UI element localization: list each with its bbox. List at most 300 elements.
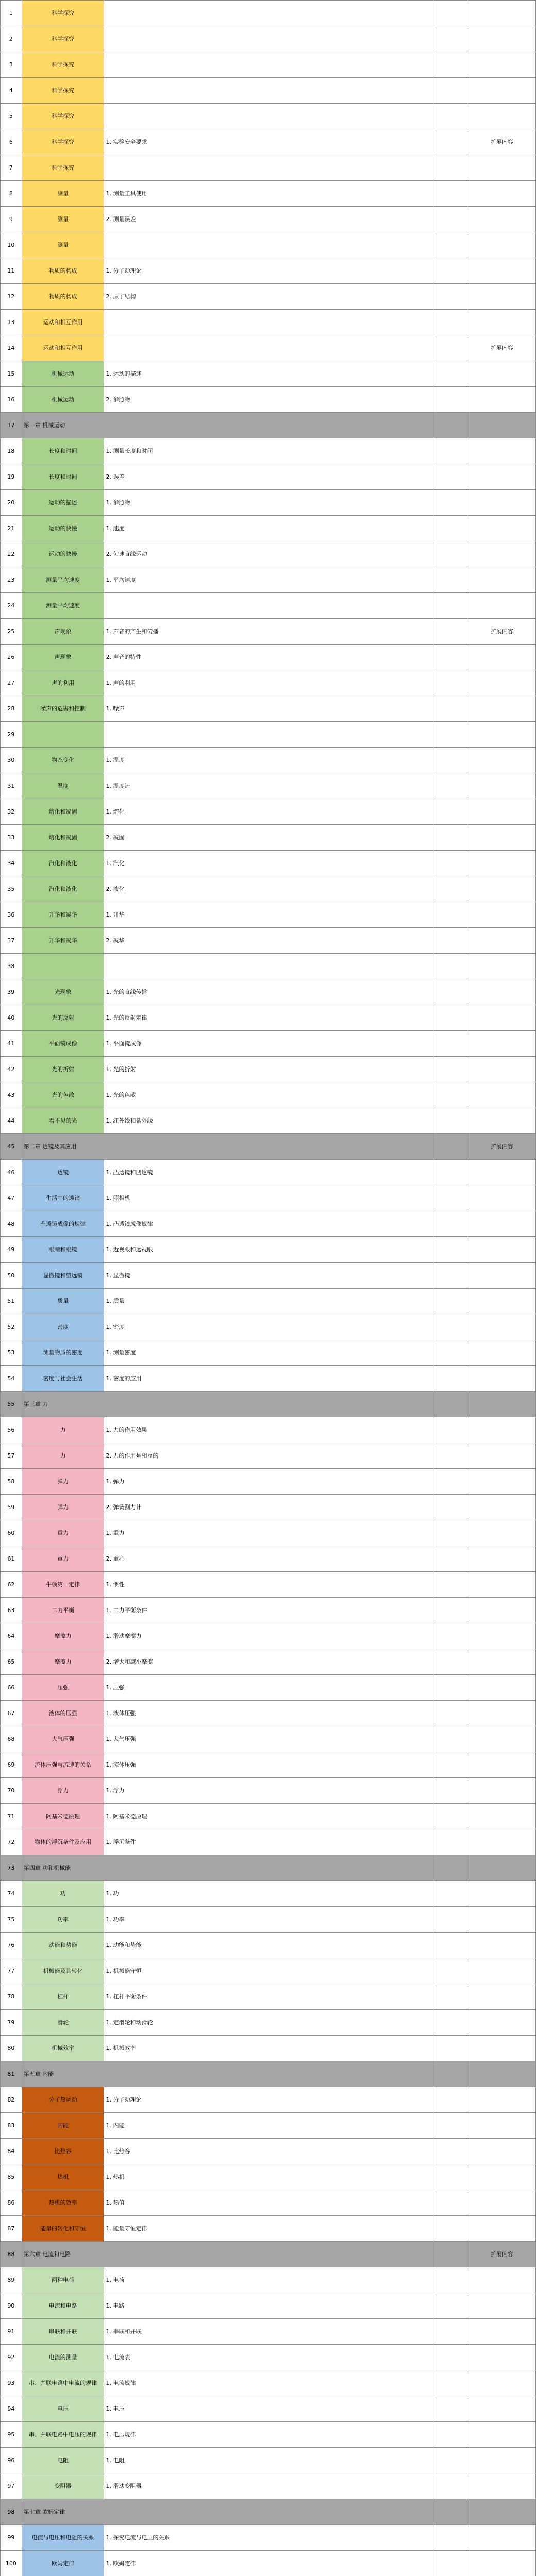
chapter-title: 第四章 功和机械能 (22, 1855, 433, 1881)
empty-cell (433, 1855, 468, 1881)
empty-cell (433, 2525, 468, 2551)
empty-cell (433, 1340, 468, 1366)
requirement-cell: 2. 原子结构 (104, 284, 433, 310)
note-cell: 扩展内容 (468, 2242, 535, 2267)
table-row (1, 207, 536, 232)
row-number: 20 (1, 490, 22, 516)
chapter-title: 第三章 力 (22, 1392, 433, 1417)
row-number: 47 (1, 1185, 22, 1211)
note-cell (468, 1933, 535, 1958)
table-row (1, 310, 536, 335)
topic-cell: 长度和时间 (22, 438, 104, 464)
note-cell (468, 232, 535, 258)
requirement-cell: 1. 重力 (104, 1520, 433, 1546)
topic-cell: 生活中的透镜 (22, 1185, 104, 1211)
row-number: 99 (1, 2525, 22, 2551)
empty-cell (433, 2139, 468, 2164)
table-row (1, 438, 536, 464)
empty-cell (433, 1, 468, 26)
empty-cell (433, 1031, 468, 1057)
topic-cell: 光的反射 (22, 1005, 104, 1031)
topic-cell: 电阻 (22, 2448, 104, 2473)
row-number: 66 (1, 1675, 22, 1701)
table-row (1, 2010, 536, 2036)
requirement-cell: 1. 动能和势能 (104, 1933, 433, 1958)
topic-cell: 运动的快慢 (22, 541, 104, 567)
note-cell (468, 1726, 535, 1752)
table-row (1, 1778, 536, 1804)
note-cell (468, 1855, 535, 1881)
note-cell (468, 52, 535, 78)
curriculum-rows (1, 1, 536, 2576)
table-row (1, 722, 536, 748)
row-number: 68 (1, 1726, 22, 1752)
table-row (1, 2164, 536, 2190)
row-number: 48 (1, 1211, 22, 1237)
empty-cell (433, 2061, 468, 2087)
note-cell (468, 181, 535, 207)
empty-cell (433, 361, 468, 387)
note-cell (468, 2036, 535, 2061)
note-cell (468, 979, 535, 1005)
requirement-cell: 1. 电压规律 (104, 2422, 433, 2448)
topic-cell: 测量 (22, 232, 104, 258)
topic-cell: 电压 (22, 2396, 104, 2422)
row-number: 15 (1, 361, 22, 387)
requirement-cell: 1. 二力平衡条件 (104, 1598, 433, 1623)
empty-cell (433, 902, 468, 928)
topic-cell: 物体的浮沉条件及应用 (22, 1829, 104, 1855)
requirement-cell: 1. 弹力 (104, 1469, 433, 1495)
table-row (1, 1237, 536, 1263)
topic-cell: 液体的压强 (22, 1701, 104, 1726)
requirement-cell: 1. 光的色散 (104, 1082, 433, 1108)
note-cell (468, 438, 535, 464)
row-number: 61 (1, 1546, 22, 1572)
topic-cell: 测量平均速度 (22, 567, 104, 593)
note-cell (468, 1366, 535, 1392)
note-cell (468, 1082, 535, 1108)
requirement-cell: 1. 浮沉条件 (104, 1829, 433, 1855)
topic-cell: 运动和相互作用 (22, 310, 104, 335)
row-number: 70 (1, 1778, 22, 1804)
note-cell (468, 464, 535, 490)
requirement-cell: 1. 探究电流与电压的关系 (104, 2525, 433, 2551)
empty-cell (433, 1366, 468, 1392)
row-number: 1 (1, 1, 22, 26)
topic-cell: 科学探究 (22, 104, 104, 129)
table-row (1, 979, 536, 1005)
row-number: 92 (1, 2345, 22, 2370)
row-number: 27 (1, 670, 22, 696)
note-cell (468, 825, 535, 851)
table-row (1, 26, 536, 52)
table-row (1, 335, 536, 361)
requirement-cell: 1. 分子动理论 (104, 2087, 433, 2113)
note-cell: 扩展内容 (468, 619, 535, 645)
topic-cell: 眼睛和眼镜 (22, 1237, 104, 1263)
table-row (1, 1211, 536, 1237)
table-row (1, 284, 536, 310)
table-row (1, 541, 536, 567)
table-row (1, 104, 536, 129)
topic-cell: 串、并联电路中电压的规律 (22, 2422, 104, 2448)
row-number: 97 (1, 2473, 22, 2499)
note-cell (468, 567, 535, 593)
empty-cell (433, 1495, 468, 1520)
empty-cell (433, 1185, 468, 1211)
row-number: 42 (1, 1057, 22, 1082)
empty-cell (433, 310, 468, 335)
requirement-cell (104, 232, 433, 258)
requirement-cell: 1. 力的作用效果 (104, 1417, 433, 1443)
empty-cell (433, 1701, 468, 1726)
note-cell (468, 1160, 535, 1185)
empty-cell (433, 1598, 468, 1623)
note-cell (468, 2319, 535, 2345)
note-cell (468, 2551, 535, 2576)
chapter-row (1, 2499, 536, 2525)
empty-cell (433, 1649, 468, 1675)
requirement-cell: 1. 热值 (104, 2190, 433, 2216)
row-number: 75 (1, 1907, 22, 1933)
note-cell (468, 1392, 535, 1417)
table-row (1, 1958, 536, 1984)
note-cell (468, 104, 535, 129)
topic-cell: 功率 (22, 1907, 104, 1933)
empty-cell (433, 1933, 468, 1958)
note-cell: 扩展内容 (468, 129, 535, 155)
topic-cell: 科学探究 (22, 26, 104, 52)
note-cell: 扩展内容 (468, 1134, 535, 1160)
topic-cell: 物态变化 (22, 748, 104, 773)
empty-cell (433, 438, 468, 464)
requirement-cell: 2. 增大和减小摩擦 (104, 1649, 433, 1675)
topic-cell: 升华和凝华 (22, 928, 104, 954)
topic-cell: 重力 (22, 1546, 104, 1572)
topic-cell: 串联和并联 (22, 2319, 104, 2345)
empty-cell (433, 2010, 468, 2036)
topic-cell: 平面镜成像 (22, 1031, 104, 1057)
requirement-cell: 2. 凝固 (104, 825, 433, 851)
note-cell (468, 413, 535, 438)
empty-cell (433, 2036, 468, 2061)
empty-cell (433, 1752, 468, 1778)
requirement-cell: 1. 升华 (104, 902, 433, 928)
row-number: 25 (1, 619, 22, 645)
note-cell (468, 748, 535, 773)
topic-cell: 测量 (22, 181, 104, 207)
chapter-title: 第六章 电流和电路 (22, 2242, 433, 2267)
row-number: 98 (1, 2499, 22, 2525)
requirement-cell: 1. 近视眼和远视眼 (104, 1237, 433, 1263)
empty-cell (433, 2396, 468, 2422)
row-number: 34 (1, 851, 22, 876)
requirement-cell: 2. 液化 (104, 876, 433, 902)
table-row (1, 619, 536, 645)
requirement-cell (104, 155, 433, 181)
row-number: 36 (1, 902, 22, 928)
note-cell (468, 1417, 535, 1443)
empty-cell (433, 2242, 468, 2267)
row-number: 4 (1, 78, 22, 104)
table-row (1, 2396, 536, 2422)
requirement-cell: 2. 力的作用是相互的 (104, 1443, 433, 1469)
note-cell (468, 1623, 535, 1649)
row-number: 74 (1, 1881, 22, 1907)
table-row (1, 2345, 536, 2370)
empty-cell (433, 1546, 468, 1572)
note-cell (468, 2061, 535, 2087)
row-number: 13 (1, 310, 22, 335)
row-number: 9 (1, 207, 22, 232)
note-cell (468, 928, 535, 954)
table-row (1, 2113, 536, 2139)
table-row (1, 1520, 536, 1546)
empty-cell (433, 773, 468, 799)
note-cell (468, 1005, 535, 1031)
table-row (1, 1726, 536, 1752)
table-row (1, 1984, 536, 2010)
empty-cell (433, 1829, 468, 1855)
empty-cell (433, 954, 468, 979)
table-row (1, 1701, 536, 1726)
requirement-cell: 1. 热机 (104, 2164, 433, 2190)
topic-cell: 升华和凝华 (22, 902, 104, 928)
note-cell (468, 1443, 535, 1469)
empty-cell (433, 748, 468, 773)
row-number: 87 (1, 2216, 22, 2242)
table-row (1, 1572, 536, 1598)
row-number: 3 (1, 52, 22, 78)
row-number: 73 (1, 1855, 22, 1881)
row-number: 21 (1, 516, 22, 541)
topic-cell: 汽化和液化 (22, 876, 104, 902)
note-cell (468, 387, 535, 413)
row-number: 86 (1, 2190, 22, 2216)
row-number: 26 (1, 645, 22, 670)
topic-cell: 熔化和凝固 (22, 799, 104, 825)
table-row (1, 52, 536, 78)
table-row (1, 1263, 536, 1289)
empty-cell (433, 129, 468, 155)
topic-cell: 透镜 (22, 1160, 104, 1185)
topic-cell: 动能和势能 (22, 1933, 104, 1958)
empty-cell (433, 2473, 468, 2499)
table-row (1, 1185, 536, 1211)
row-number: 24 (1, 593, 22, 619)
topic-cell: 科学探究 (22, 52, 104, 78)
row-number: 32 (1, 799, 22, 825)
empty-cell (433, 232, 468, 258)
chapter-title: 第七章 欧姆定律 (22, 2499, 433, 2525)
chapter-row (1, 1134, 536, 1160)
empty-cell (433, 2345, 468, 2370)
topic-cell: 重力 (22, 1520, 104, 1546)
row-number: 18 (1, 438, 22, 464)
note-cell (468, 1907, 535, 1933)
note-cell (468, 258, 535, 284)
requirement-cell: 1. 惯性 (104, 1572, 433, 1598)
row-number: 76 (1, 1933, 22, 1958)
row-number: 56 (1, 1417, 22, 1443)
requirement-cell: 1. 照相机 (104, 1185, 433, 1211)
row-number: 60 (1, 1520, 22, 1546)
topic-cell: 二力平衡 (22, 1598, 104, 1623)
requirement-cell: 1. 光的折射 (104, 1057, 433, 1082)
row-number: 88 (1, 2242, 22, 2267)
empty-cell (433, 2164, 468, 2190)
note-cell (468, 2293, 535, 2319)
note-cell (468, 1598, 535, 1623)
requirement-cell: 1. 串联和并联 (104, 2319, 433, 2345)
row-number: 91 (1, 2319, 22, 2345)
empty-cell (433, 1520, 468, 1546)
requirement-cell: 1. 熔化 (104, 799, 433, 825)
note-cell (468, 1572, 535, 1598)
empty-cell (433, 2551, 468, 2576)
note-cell (468, 361, 535, 387)
table-row (1, 1598, 536, 1623)
row-number: 19 (1, 464, 22, 490)
requirement-cell (104, 335, 433, 361)
table-row (1, 155, 536, 181)
requirement-cell: 1. 定滑轮和动滑轮 (104, 2010, 433, 2036)
note-cell (468, 1340, 535, 1366)
requirement-cell: 1. 电压 (104, 2396, 433, 2422)
empty-cell (433, 1289, 468, 1314)
row-number: 43 (1, 1082, 22, 1108)
topic-cell: 噪声的危害和控制 (22, 696, 104, 722)
requirement-cell (104, 78, 433, 104)
table-row (1, 2267, 536, 2293)
table-row (1, 773, 536, 799)
topic-cell: 杠杆 (22, 1984, 104, 2010)
table-row (1, 2422, 536, 2448)
row-number: 30 (1, 748, 22, 773)
topic-cell: 熔化和凝固 (22, 825, 104, 851)
note-cell (468, 1778, 535, 1804)
empty-cell (433, 722, 468, 748)
table-row (1, 387, 536, 413)
topic-cell: 热机 (22, 2164, 104, 2190)
note-cell (468, 1237, 535, 1263)
topic-cell: 质量 (22, 1289, 104, 1314)
row-number: 55 (1, 1392, 22, 1417)
chapter-row (1, 413, 536, 438)
requirement-cell: 1. 分子动理论 (104, 258, 433, 284)
note-cell (468, 284, 535, 310)
topic-cell: 分子热运动 (22, 2087, 104, 2113)
row-number: 39 (1, 979, 22, 1005)
requirement-cell: 1. 声音的产生和传播 (104, 619, 433, 645)
note-cell (468, 155, 535, 181)
requirement-cell (104, 1, 433, 26)
requirement-cell (104, 310, 433, 335)
note-cell (468, 1752, 535, 1778)
note-cell (468, 1185, 535, 1211)
empty-cell (433, 2216, 468, 2242)
note-cell (468, 1211, 535, 1237)
row-number: 44 (1, 1108, 22, 1134)
topic-cell: 牛顿第一定律 (22, 1572, 104, 1598)
row-number: 67 (1, 1701, 22, 1726)
table-row (1, 1082, 536, 1108)
empty-cell (433, 1392, 468, 1417)
topic-cell: 弹力 (22, 1469, 104, 1495)
empty-cell (433, 1160, 468, 1185)
requirement-cell: 1. 凸透镜成像规律 (104, 1211, 433, 1237)
row-number: 38 (1, 954, 22, 979)
topic-cell: 显微镜和望远镜 (22, 1263, 104, 1289)
row-number: 31 (1, 773, 22, 799)
requirement-cell: 2. 重心 (104, 1546, 433, 1572)
empty-cell (433, 799, 468, 825)
topic-cell: 声的利用 (22, 670, 104, 696)
table-row (1, 670, 536, 696)
table-row (1, 1495, 536, 1520)
table-row (1, 2139, 536, 2164)
requirement-cell: 1. 速度 (104, 516, 433, 541)
row-number: 41 (1, 1031, 22, 1057)
note-cell (468, 851, 535, 876)
note-cell: 扩展内容 (468, 335, 535, 361)
table-row (1, 1881, 536, 1907)
requirement-cell: 1. 电流规律 (104, 2370, 433, 2396)
note-cell (468, 773, 535, 799)
row-number: 59 (1, 1495, 22, 1520)
note-cell (468, 696, 535, 722)
row-number: 17 (1, 413, 22, 438)
table-row (1, 1057, 536, 1082)
requirement-cell: 1. 电流表 (104, 2345, 433, 2370)
note-cell (468, 1263, 535, 1289)
topic-cell: 浮力 (22, 1778, 104, 1804)
note-cell (468, 2087, 535, 2113)
note-cell (468, 593, 535, 619)
note-cell (468, 2113, 535, 2139)
note-cell (468, 2396, 535, 2422)
requirement-cell (104, 52, 433, 78)
table-row (1, 1469, 536, 1495)
empty-cell (433, 1108, 468, 1134)
table-row (1, 748, 536, 773)
note-cell (468, 1, 535, 26)
note-cell (468, 2448, 535, 2473)
table-row (1, 1443, 536, 1469)
row-number: 50 (1, 1263, 22, 1289)
topic-cell: 运动的快慢 (22, 516, 104, 541)
table-row (1, 2448, 536, 2473)
row-number: 90 (1, 2293, 22, 2319)
table-row (1, 1031, 536, 1057)
empty-cell (433, 2448, 468, 2473)
note-cell (468, 310, 535, 335)
table-row (1, 2216, 536, 2242)
empty-cell (433, 52, 468, 78)
row-number: 6 (1, 129, 22, 155)
requirement-cell: 1. 电阻 (104, 2448, 433, 2473)
topic-cell: 科学探究 (22, 1, 104, 26)
topic-cell: 凸透镜成像的规律 (22, 1211, 104, 1237)
topic-cell: 流体压强与流速的关系 (22, 1752, 104, 1778)
requirement-cell (104, 104, 433, 129)
topic-cell: 摩擦力 (22, 1623, 104, 1649)
table-row (1, 1675, 536, 1701)
empty-cell (433, 1443, 468, 1469)
requirement-cell: 1. 温度 (104, 748, 433, 773)
row-number: 95 (1, 2422, 22, 2448)
